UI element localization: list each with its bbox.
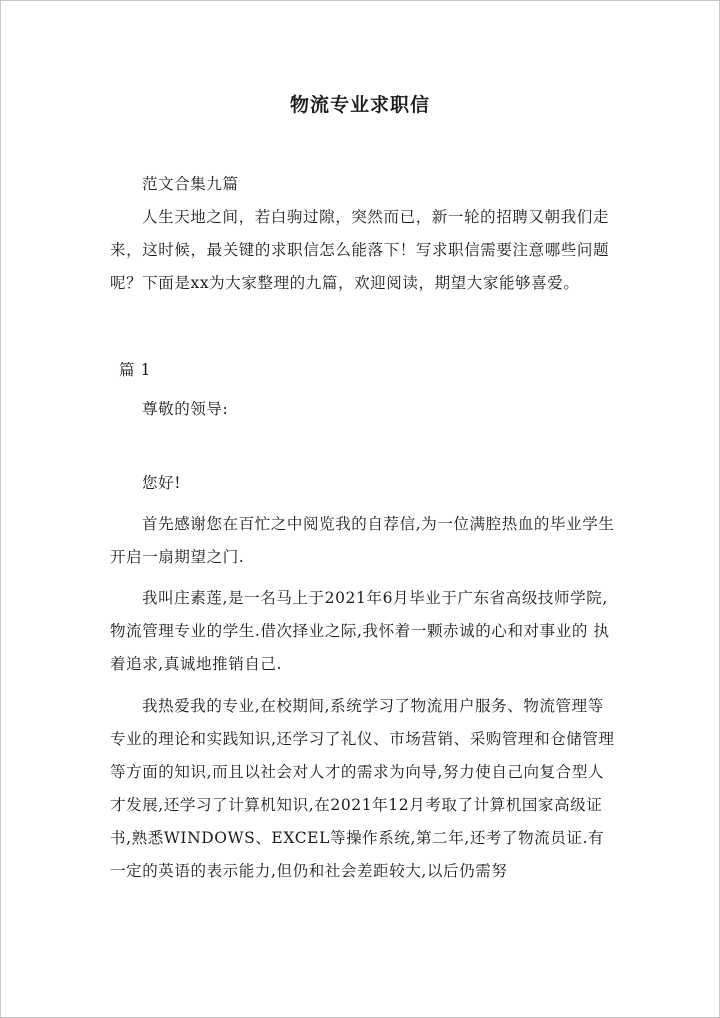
section-label: 篇 1	[119, 361, 152, 379]
salutation: 尊敬的领导:	[142, 400, 229, 418]
paragraph: 我热爱我的专业,在校期间,系统学习了物流用户服务、物流管理等专业的理论和实践知识,还学习了礼仪、市场营销、采购管理和仓储管理等方面的知识,而且以社会对人才的需求为向导,努力使自己向复合型人才发展,还学习了计算机知识,在2021年12月考取了计算机国家高级证书,熟悉WINDOWS、EXCEL等操作系统,第二年,还考了物流员证.有一定的英语的表示能力,但仍和社会差距较大,以后仍需努	[110, 697, 615, 880]
document-title: 物流专业求职信	[289, 94, 430, 116]
paragraph: 首先感谢您在百忙之中阅览我的自荐信,为一位满腔热血的毕业学生开启一扇期望之门.	[110, 515, 615, 566]
paragraph: 我叫庄素莲,是一名马上于2021年6月毕业于广东省高级技师学院,物流管理专业的学生.借次择业之际,我怀着一颗赤诚的心和对事业的 执着追求,真诚地推销自己.	[110, 589, 610, 673]
greeting: 您好!	[142, 474, 182, 492]
subtitle: 范文合集九篇	[142, 175, 239, 193]
intro-paragraph: 人生天地之间，若白驹过隙，突然而已，新一轮的招聘又朝我们走来，这时候，最关键的求职信怎么能落下！写求职信需要注意哪些问题呢？下面是xx为大家整理的九篇，欢迎阅读，期望大家能够喜爱。	[110, 208, 610, 292]
